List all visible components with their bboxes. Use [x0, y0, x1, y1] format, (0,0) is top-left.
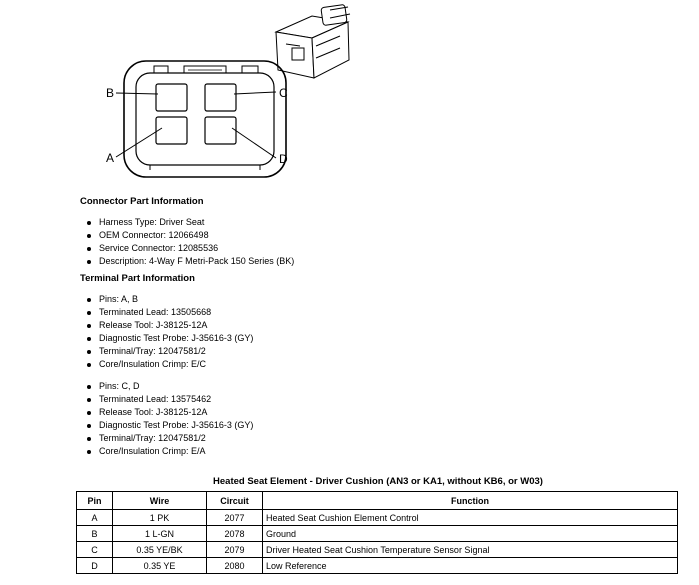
header-pin: Pin — [77, 492, 113, 510]
table-row — [77, 510, 678, 526]
cavity-a — [156, 117, 187, 144]
connector-3d-icon — [276, 4, 350, 78]
terminal-info-list-1 — [86, 293, 253, 371]
list-item: Terminated Lead: 13575462 — [86, 393, 253, 406]
cell-pin: D — [77, 558, 113, 574]
list-item: Terminated Lead: 13505668 — [86, 306, 253, 319]
list-item: Terminal/Tray: 12047581/2 — [86, 432, 253, 445]
pin-label-b: B — [106, 86, 115, 100]
cell-pin: A — [77, 510, 113, 526]
cell-wire: 1 L-GN — [113, 526, 207, 542]
cell-function: Driver Heated Seat Cushion Temperature Sensor Signal — [263, 542, 678, 558]
cell-function: Low Reference — [263, 558, 678, 574]
list-item: OEM Connector: 12066498 — [86, 229, 294, 242]
cell-pin: C — [77, 542, 113, 558]
pin-label-a: A — [106, 151, 115, 165]
cell-circuit: 2079 — [207, 542, 263, 558]
cell-wire: 0.35 YE — [113, 558, 207, 574]
list-item: Release Tool: J-38125-12A — [86, 319, 253, 332]
list-item: Pins: A, B — [86, 293, 253, 306]
header-function: Function — [263, 492, 678, 510]
terminal-info-heading: Terminal Part Information — [80, 273, 195, 284]
cell-circuit: 2077 — [207, 510, 263, 526]
cell-function: Heated Seat Cushion Element Control — [263, 510, 678, 526]
list-item: Service Connector: 12085536 — [86, 242, 294, 255]
pin-label-d: D — [279, 152, 288, 166]
table-row — [77, 526, 678, 542]
table-header-row — [77, 492, 678, 510]
cell-pin: B — [77, 526, 113, 542]
list-item: Diagnostic Test Probe: J-35616-3 (GY) — [86, 332, 253, 345]
list-item: Harness Type: Driver Seat — [86, 216, 294, 229]
cell-circuit: 2078 — [207, 526, 263, 542]
list-item: Diagnostic Test Probe: J-35616-3 (GY) — [86, 419, 253, 432]
list-item: Pins: C, D — [86, 380, 253, 393]
cell-circuit: 2080 — [207, 558, 263, 574]
header-wire: Wire — [113, 492, 207, 510]
connector-diagram — [0, 0, 699, 190]
cavity-d — [205, 117, 236, 144]
cell-function: Ground — [263, 526, 678, 542]
list-item: Description: 4-Way F Metri-Pack 150 Series (BK) — [86, 255, 294, 268]
connector-info-list — [86, 216, 294, 268]
cell-wire: 1 PK — [113, 510, 207, 526]
cavity-b — [156, 84, 187, 111]
list-item: Core/Insulation Crimp: E/C — [86, 358, 253, 371]
cavity-c — [205, 84, 236, 111]
pinout-table — [76, 491, 678, 574]
table-row — [77, 558, 678, 574]
header-circuit: Circuit — [207, 492, 263, 510]
pin-label-c: C — [279, 86, 288, 100]
cell-wire: 0.35 YE/BK — [113, 542, 207, 558]
table-title: Heated Seat Element - Driver Cushion (AN3 or KA1, without KB6, or W03) — [213, 476, 543, 487]
list-item: Core/Insulation Crimp: E/A — [86, 445, 253, 458]
list-item: Release Tool: J-38125-12A — [86, 406, 253, 419]
terminal-info-list-2 — [86, 380, 253, 458]
table-row — [77, 542, 678, 558]
connector-info-heading: Connector Part Information — [80, 196, 204, 207]
list-item: Terminal/Tray: 12047581/2 — [86, 345, 253, 358]
